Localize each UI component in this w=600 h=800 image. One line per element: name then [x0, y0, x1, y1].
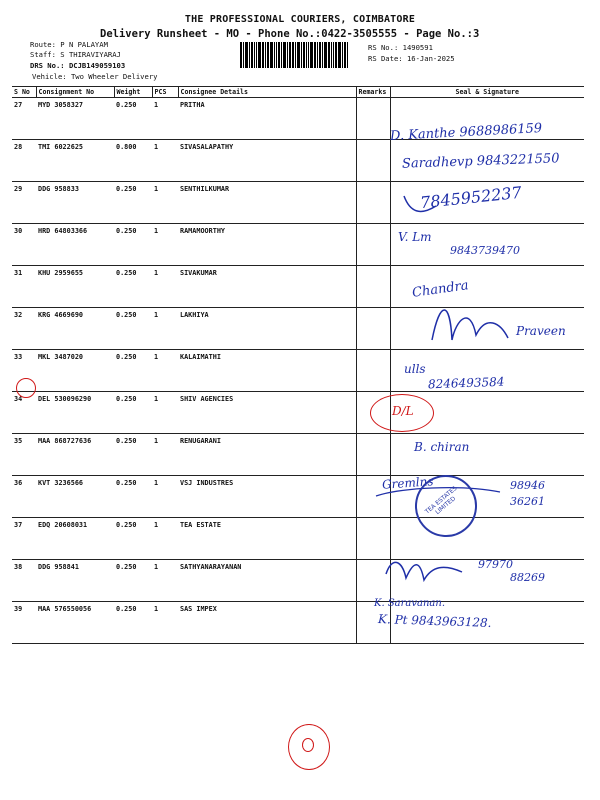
- signature-33: ulls: [404, 362, 426, 376]
- red-circle-mark: [370, 394, 434, 432]
- cell-sno: 27: [12, 98, 36, 140]
- cell-sno: 31: [12, 266, 36, 308]
- cell-weight: 0.250: [114, 308, 152, 350]
- signature-31: Chandra: [411, 278, 470, 301]
- signature-39: K. Saravanan.: [374, 598, 446, 609]
- cell-sno: 37: [12, 518, 36, 560]
- cell-consignee: SAS IMPEX: [178, 602, 356, 644]
- cell-pcs: 1: [152, 182, 178, 224]
- cell-consignee: SIVASALAPATHY: [178, 140, 356, 182]
- route-label: Route: P N PALAYAM: [30, 40, 108, 49]
- cell-consignment: DEL 530096290: [36, 392, 114, 434]
- cell-sno: 30: [12, 224, 36, 266]
- drs-number: DRS No.: DCJB149059103: [30, 61, 126, 70]
- cell-weight: 0.800: [114, 140, 152, 182]
- cell-pcs: 1: [152, 518, 178, 560]
- rs-number: RS No.: 1490591: [368, 43, 433, 52]
- cell-pcs: 1: [152, 308, 178, 350]
- cell-consignment: KHU 2959655: [36, 266, 114, 308]
- cell-sno: 34: [12, 392, 36, 434]
- cell-weight: 0.250: [114, 392, 152, 434]
- cell-sno: 36: [12, 476, 36, 518]
- signature-scribble-38: [386, 562, 462, 580]
- phone-30: 9843739470: [450, 244, 520, 257]
- rs-date: RS Date: 16-Jan-2025: [368, 54, 455, 63]
- cell-sno: 28: [12, 140, 36, 182]
- cell-pcs: 1: [152, 350, 178, 392]
- cell-sno: 39: [12, 602, 36, 644]
- col-remarks: Remarks: [356, 87, 390, 98]
- cell-weight: 0.250: [114, 182, 152, 224]
- signature-36: Gremlns: [381, 474, 434, 492]
- cell-weight: 0.250: [114, 602, 152, 644]
- cell-weight: 0.250: [114, 434, 152, 476]
- cell-pcs: 1: [152, 266, 178, 308]
- cell-consignee: RAMAMOORTHY: [178, 224, 356, 266]
- cell-consignment: KVT 3236566: [36, 476, 114, 518]
- col-seal: Seal & Signature: [390, 87, 584, 98]
- cell-sno: 33: [12, 350, 36, 392]
- cell-consignee: LAKHIYA: [178, 308, 356, 350]
- signature-scribble-29: [404, 196, 436, 211]
- signature-28: Saradhevp 9843221550: [401, 151, 560, 172]
- cell-pcs: 1: [152, 602, 178, 644]
- red-circle-mark: [16, 378, 36, 398]
- cell-consignment: EDQ 20608031: [36, 518, 114, 560]
- cell-weight: 0.250: [114, 266, 152, 308]
- cell-pcs: 1: [152, 560, 178, 602]
- cell-consignee: VSJ INDUSTRES: [178, 476, 356, 518]
- cell-sno: 29: [12, 182, 36, 224]
- cell-consignment: MYD 3058327: [36, 98, 114, 140]
- red-circle-mark: [302, 738, 314, 752]
- runsheet-title: Delivery Runsheet - MO - Phone No.:0422-3505555 - Page No.:3: [100, 28, 480, 40]
- signature-27: D. Kanthe 9688986159: [389, 121, 543, 144]
- signature-35: B. chiran: [414, 440, 470, 454]
- cell-weight: 0.250: [114, 350, 152, 392]
- signature-scribble-32: [432, 310, 508, 340]
- cell-consignment: MAA 868727636: [36, 434, 114, 476]
- cell-sno: 32: [12, 308, 36, 350]
- col-sno: S No: [12, 87, 36, 98]
- cell-consignee: RENUGARANI: [178, 434, 356, 476]
- cell-consignment: KRG 4669690: [36, 308, 114, 350]
- cell-consignee: SIVAKUMAR: [178, 266, 356, 308]
- cell-consignment: TMI 6022625: [36, 140, 114, 182]
- company-stamp: TEA ESTATES LIMITED: [402, 462, 489, 549]
- cell-consignment: DDG 958833: [36, 182, 114, 224]
- cell-consignee: KALAIMATHI: [178, 350, 356, 392]
- cell-pcs: 1: [152, 392, 178, 434]
- col-pcs: PCS: [152, 87, 178, 98]
- company-name: THE PROFESSIONAL COURIERS, COIMBATORE: [184, 14, 416, 25]
- cell-weight: 0.250: [114, 518, 152, 560]
- cell-weight: 0.250: [114, 224, 152, 266]
- cell-weight: 0.250: [114, 98, 152, 140]
- phone-33: 8246493584: [427, 374, 505, 392]
- cell-weight: 0.250: [114, 560, 152, 602]
- cell-pcs: 1: [152, 98, 178, 140]
- cell-pcs: 1: [152, 140, 178, 182]
- col-consignment: Consignment No: [36, 87, 114, 98]
- cell-sno: 35: [12, 434, 36, 476]
- col-weight: Weight: [114, 87, 152, 98]
- phone-39: K. Pt 9843963128.: [377, 612, 492, 630]
- phone-36: 98946 36261: [510, 479, 545, 508]
- phone-38a: 97970: [478, 558, 513, 571]
- cell-consignee: TEA ESTATE: [178, 518, 356, 560]
- cell-consignee: SENTHILKUMAR: [178, 182, 356, 224]
- cell-pcs: 1: [152, 434, 178, 476]
- cell-consignment: MKL 3487020: [36, 350, 114, 392]
- cell-consignment: MAA 576550056: [36, 602, 114, 644]
- cell-pcs: 1: [152, 476, 178, 518]
- col-consignee: Consignee Details: [178, 87, 356, 98]
- cell-consignee: SHIV AGENCIES: [178, 392, 356, 434]
- staff-label: Staff: S THIRAVIYARAJ: [30, 50, 121, 59]
- cell-consignment: DDG 958841: [36, 560, 114, 602]
- vehicle-label: Vehicle: Two Wheeler Delivery: [32, 72, 158, 81]
- signature-29: 7845952237: [419, 182, 523, 213]
- cell-consignment: HRD 64803366: [36, 224, 114, 266]
- signature-32: Praveen: [516, 324, 566, 338]
- cell-consignee: SATHYANARAYANAN: [178, 560, 356, 602]
- cell-pcs: 1: [152, 224, 178, 266]
- cell-sno: 38: [12, 560, 36, 602]
- cell-consignee: PRITHA: [178, 98, 356, 140]
- phone-38b: 88269: [510, 571, 545, 584]
- delivered-mark-34: D/L: [392, 404, 414, 418]
- cell-weight: 0.250: [114, 476, 152, 518]
- signature-30: V. Lm: [398, 230, 432, 244]
